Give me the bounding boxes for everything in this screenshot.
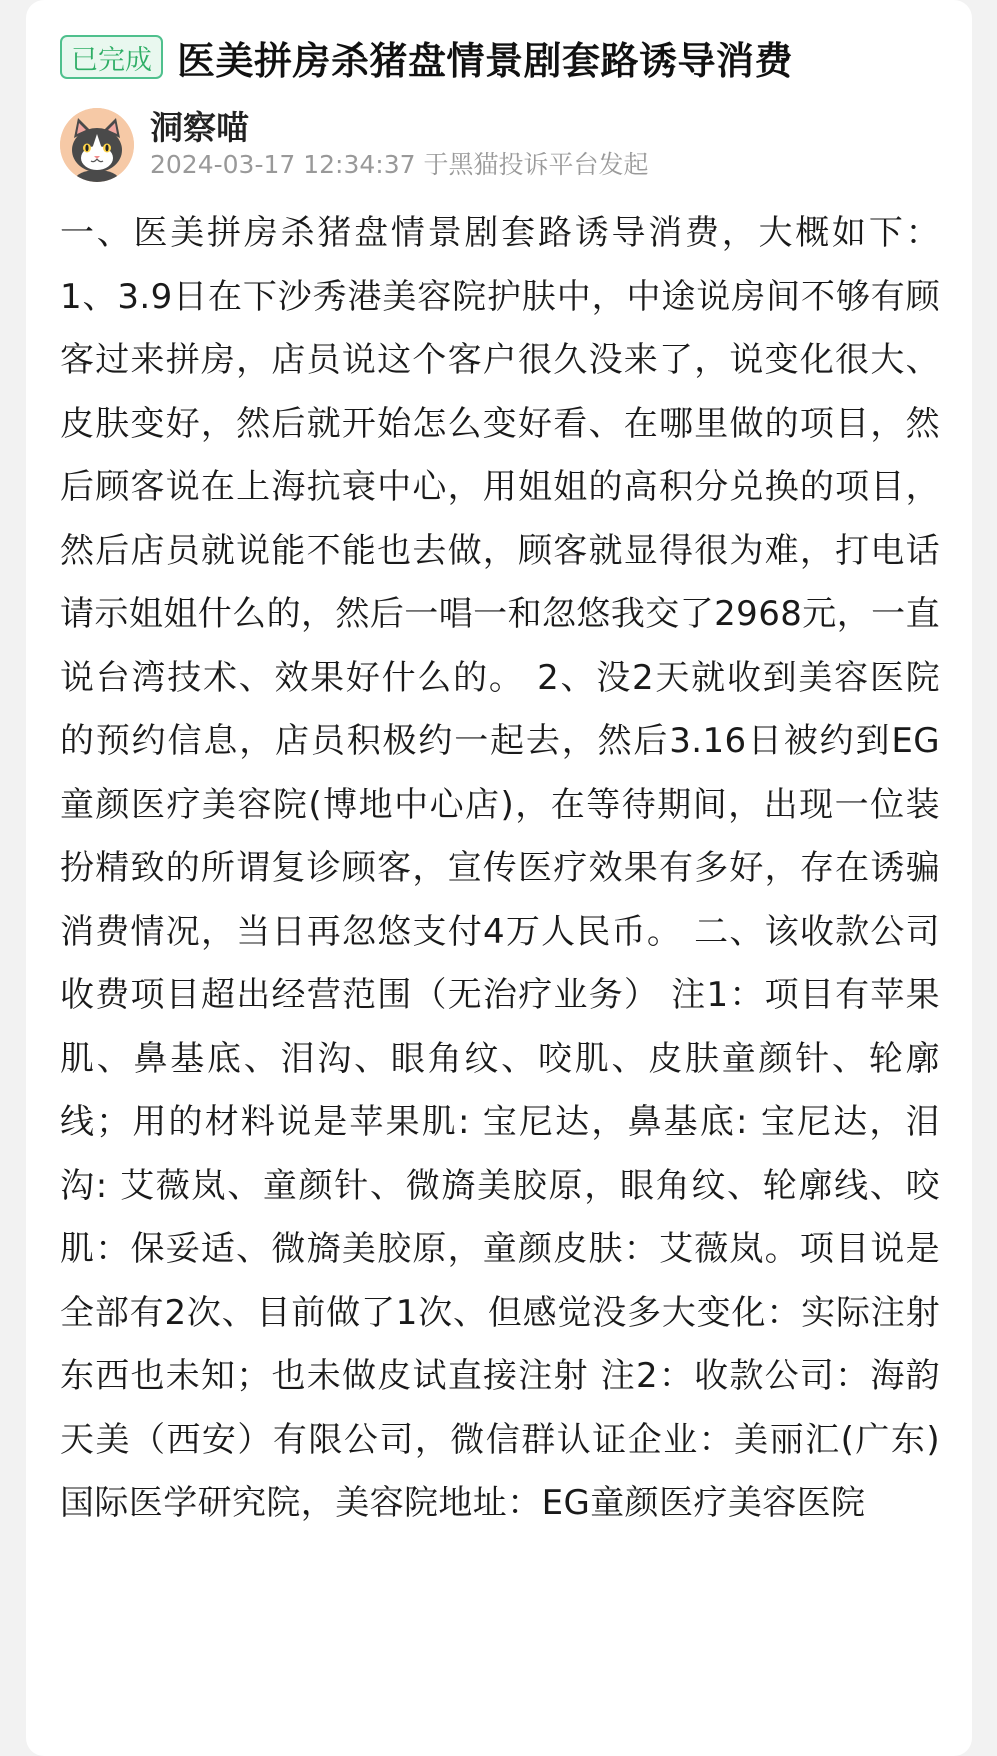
post-meta: 2024-03-17 12:34:37 于黑猫投诉平台发起	[150, 150, 649, 179]
author-meta	[150, 108, 648, 182]
complaint-card	[26, 0, 972, 1756]
cat-avatar-icon[interactable]	[60, 108, 134, 182]
author-row	[60, 108, 940, 182]
author-name[interactable]: 洞察喵	[150, 108, 249, 147]
status-badge: 已完成	[60, 35, 163, 79]
post-title: 医美拼房杀猪盘情景剧套路诱导消费	[177, 38, 794, 83]
post-content: 一、医美拼房杀猪盘情景剧套路诱导消费，大概如下： 1、3.9日在下沙秀港美容院护肤中，中途说房间不够有顾客过来拼房，店员说这个客户很久没来了，说变化很大、皮肤变好，然后就开始怎么变好看、在哪里做的项目，然后顾客说在上海抗衰中心，用姐姐的高积分兑换的项目，然后店员就说能不能也去做，顾客就显得很为难，打电话请示姐姐什么的，然后一唱一和忽悠我交了2968元，一直说台湾技术、效果好什么的。 2、没2天就收到美容医院的预约信息，店员积极约一起去，然后3.16日被约到EG童颜医疗美容院(博地中心店)，在等待期间，出现一位装扮精致的所谓复诊顾客，宣传医疗效果有多好，存在诱骗消费情况，当日再忽悠支付4万人民币。 二、该收款公司收费项目超出经营范围（无治疗业务） 注1：项目有苹果肌、鼻基底、泪沟、眼角纹、咬肌、皮肤童颜针、轮廓线；用的材料说是苹果肌: 宝尼达，鼻基底: 宝尼达，泪沟: 艾薇岚、童颜针、微旖美胶原，眼角纹、轮廓线、咬肌：保妥适、微旖美胶原，童颜皮肤：艾薇岚。项目说是全部有2次、目前做了1次、但感觉没多大变化：实际注射东西也未知；也未做皮试直接注射 注2：收款公司：海韵天美（西安）有限公司，微信群认证企业：美丽汇(广东)国际医学研究院，美容院地址：EG童颜医疗美容医院	[60, 213, 940, 1523]
title-row	[60, 32, 940, 82]
